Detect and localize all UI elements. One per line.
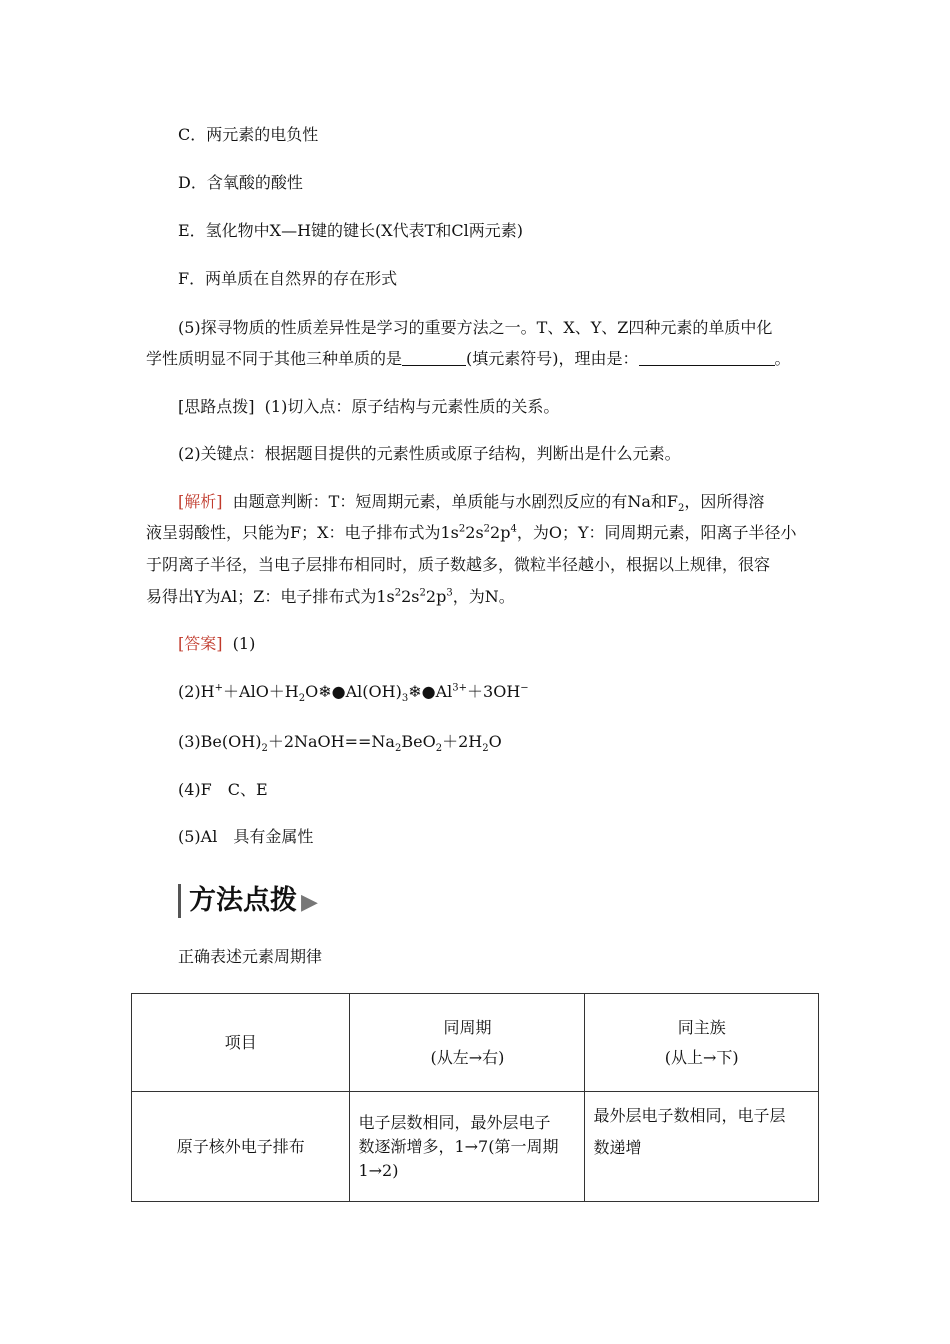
cell-line: 最外层电子数相同，电子层 xyxy=(593,1106,786,1125)
table-header-row xyxy=(132,994,819,1092)
answer-blank-1[interactable] xyxy=(402,349,466,366)
text: 易得出Y为Al；Z：电子排布式为1s xyxy=(146,587,395,606)
header-same-period-label: 同周期 xyxy=(443,1017,492,1037)
analysis-line4 xyxy=(146,586,515,608)
text: 2p xyxy=(425,587,447,606)
answer-line2 xyxy=(178,681,529,703)
text: O xyxy=(488,732,502,751)
text: ，为O；Y：同周期元素，阳离子半径小 xyxy=(516,523,797,542)
row-same-group xyxy=(585,1092,819,1202)
text: 2p xyxy=(490,523,511,542)
q5-text-2: (填元素符号)，理由是： xyxy=(466,349,639,368)
question-5-line1: (5)探寻物质的性质差异性是学习的重要方法之一。T、X、Y、Z四种元素的单质中化 xyxy=(178,318,773,337)
header-same-period xyxy=(350,994,585,1092)
row-same-period xyxy=(350,1092,585,1202)
cell-line: 电子层数相同，最外层电子 xyxy=(358,1112,551,1132)
superscript: − xyxy=(520,682,529,694)
subscript: 2 xyxy=(482,743,489,755)
analysis-text-1: 由题意判断：T：短周期元素，单质能与水剧烈反应的有Na和F xyxy=(232,492,678,511)
q5-text-3: 。 xyxy=(774,349,791,368)
text: 液呈弱酸性，只能为F；X：电子排布式为1s xyxy=(146,523,459,542)
superscript: + xyxy=(214,682,224,694)
analysis-line1 xyxy=(178,491,764,513)
superscript: 2 xyxy=(419,587,426,599)
text: 2s xyxy=(401,587,420,606)
header-same-period-direction: (从左→右) xyxy=(430,1047,505,1067)
answer-line3 xyxy=(178,731,502,753)
text: (2)H xyxy=(178,682,215,701)
answer-line4: (4)F C、E xyxy=(178,780,268,799)
answer-line5: (5)Al 具有金属性 xyxy=(178,827,314,846)
answer-line1 xyxy=(178,633,255,655)
text: O❄●Al(OH) xyxy=(305,682,402,701)
option-d: D．含氧酸的酸性 xyxy=(178,173,303,192)
option-f: F．两单质在自然界的存在形式 xyxy=(178,269,398,288)
triangle-right-icon: ▶ xyxy=(301,890,318,915)
section-heading xyxy=(178,884,318,918)
text: BeO xyxy=(401,732,436,751)
subscript: 3 xyxy=(401,693,409,705)
hint-tag: [思路点拨] xyxy=(178,397,255,416)
text: ＋3OH xyxy=(467,682,521,701)
answer-tag: [答案] xyxy=(178,634,223,653)
header-item xyxy=(132,994,350,1092)
text: ，为N。 xyxy=(452,587,515,606)
subscript: 2 xyxy=(261,743,268,755)
header-same-group xyxy=(585,994,819,1092)
question-5-line2 xyxy=(146,348,791,370)
cell-line: 数递增 xyxy=(593,1138,642,1157)
superscript: 2 xyxy=(483,523,491,535)
analysis-tag: [解析] xyxy=(178,492,223,511)
table-row xyxy=(132,1092,819,1202)
answer-text-1: (1) xyxy=(232,634,256,653)
superscript: 4 xyxy=(510,523,517,535)
subscript: 2 xyxy=(298,693,306,705)
row-label-text: 原子核外电子排布 xyxy=(176,1136,305,1156)
option-e: E．氢化物中X—H键的键长(X代表T和Cl两元素) xyxy=(178,221,523,240)
subscript: 2 xyxy=(678,503,685,515)
cell-line: 数逐渐增多，1→7(第一周期 xyxy=(358,1136,559,1156)
subscript: 2 xyxy=(435,743,443,755)
cell-line: 1→2) xyxy=(358,1160,399,1180)
header-same-group-direction: (从上→下) xyxy=(664,1047,739,1067)
superscript: 2 xyxy=(394,587,402,599)
superscript: 3 xyxy=(446,587,453,599)
text: (3)Be(OH) xyxy=(178,732,262,751)
superscript: 3+ xyxy=(452,682,468,694)
answer-blank-2[interactable] xyxy=(639,349,775,366)
analysis-text-1-end: ，因所得溶 xyxy=(684,492,765,511)
periodic-law-table xyxy=(131,993,819,1202)
row-label xyxy=(132,1092,350,1202)
header-item-label: 项目 xyxy=(224,1032,257,1052)
superscript: 2 xyxy=(458,523,466,535)
section-heading-text: 方法点拨 xyxy=(189,885,297,916)
section-subtitle: 正确表述元素周期律 xyxy=(178,947,323,966)
hint-text-1: (1)切入点：原子结构与元素性质的关系。 xyxy=(264,397,560,416)
text: ＋2NaOH==Na xyxy=(267,732,395,751)
analysis-line3: 于阴离子半径，当电子层排布相同时，质子数越多，微粒半径越小，根据以上规律，很容 xyxy=(146,555,771,574)
text: ❄●Al xyxy=(408,682,453,701)
option-c: C．两元素的电负性 xyxy=(178,125,319,144)
hint-line1 xyxy=(178,396,559,418)
text: 2s xyxy=(465,523,484,542)
text: ＋AlO＋H xyxy=(223,682,299,701)
hint-line2: (2)关键点：根据题目提供的元素性质或原子结构，判断出是什么元素。 xyxy=(178,444,681,463)
subscript: 2 xyxy=(394,743,402,755)
q5-text-1: 学性质明显不同于其他三种单质的是 xyxy=(146,349,403,368)
text: ＋2H xyxy=(442,732,483,751)
analysis-line2 xyxy=(146,522,797,544)
header-same-group-label: 同主族 xyxy=(677,1017,726,1037)
